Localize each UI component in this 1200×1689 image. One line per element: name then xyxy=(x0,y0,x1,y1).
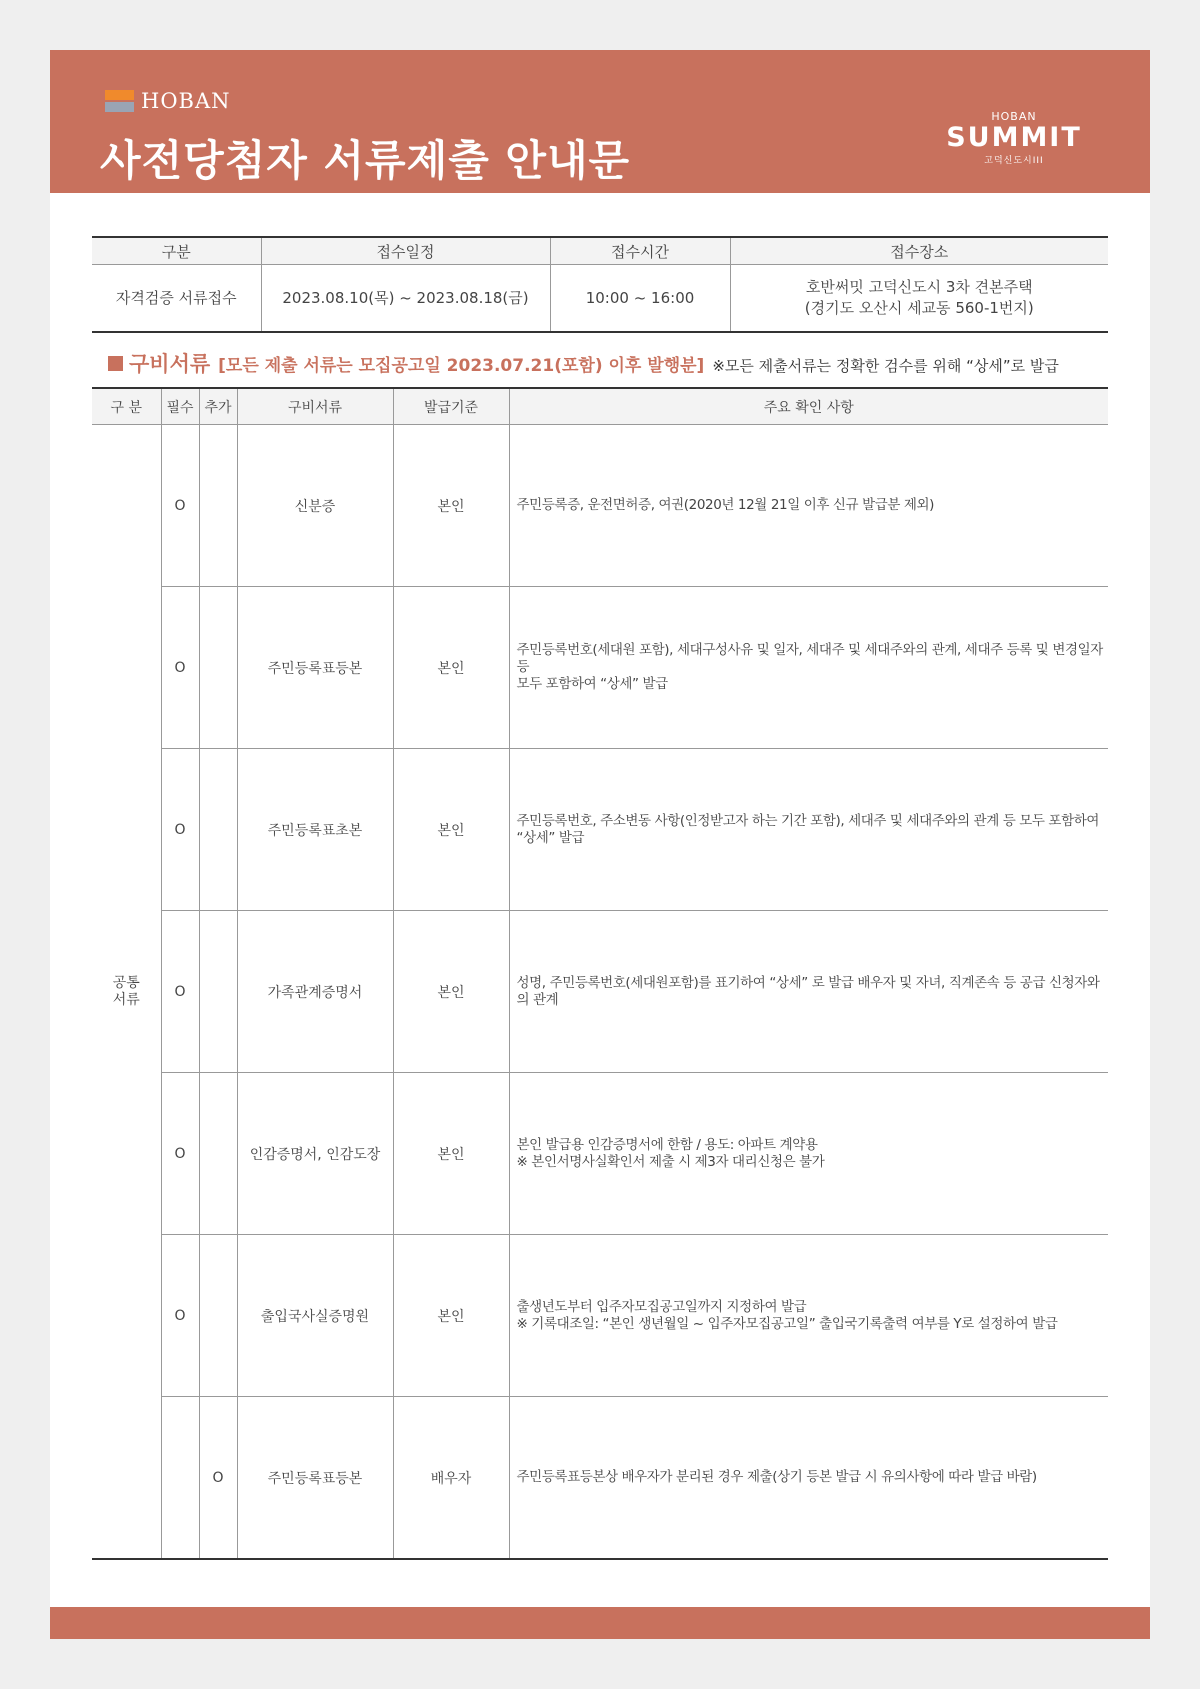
hoban-logo xyxy=(105,88,231,114)
required-mark xyxy=(161,1397,199,1560)
section-note: ※모든 제출서류는 정확한 검수를 위해 “상세”로 발급 xyxy=(712,357,1059,375)
schedule-place-line2: (경기도 오산시 세교동 560-1번지) xyxy=(804,299,1034,317)
docs-category-line1: 공통 xyxy=(112,974,140,991)
issue-basis: 배우자 xyxy=(393,1397,509,1560)
table-row xyxy=(92,1397,1108,1560)
summit-logo-top: HOBAN xyxy=(991,110,1037,123)
check-note-line1: 출생년도부터 입주자모집공고일까지 지정하여 발급 xyxy=(516,1298,807,1315)
schedule-dates: 2023.08.10(목) ~ 2023.08.18(금) xyxy=(261,265,550,333)
documents-header-row xyxy=(92,388,1108,425)
schedule-row xyxy=(92,265,1108,333)
table-row xyxy=(92,1073,1108,1235)
docs-category-cell xyxy=(92,425,161,1560)
issue-basis: 본인 xyxy=(393,749,509,911)
document-name: 주민등록표등본 xyxy=(237,587,393,749)
additional-mark xyxy=(199,749,237,911)
check-note-line1: 본인 발급용 인감증명서에 한함 / 용도: 아파트 계약용 xyxy=(516,1136,818,1153)
footer-bar xyxy=(50,1607,1150,1639)
check-notes xyxy=(509,1235,1108,1397)
section-title: 구비서류 xyxy=(129,352,211,376)
page-title: 사전당첨자 서류제출 안내문 xyxy=(100,136,631,185)
check-note-line2: ※ 본인서명사실확인서 제출 시 제3자 대리신청은 불가 xyxy=(516,1153,825,1170)
additional-mark xyxy=(199,587,237,749)
docs-category-line2: 서류 xyxy=(112,991,140,1008)
required-mark: O xyxy=(161,425,199,587)
header-banner xyxy=(50,50,1150,193)
documents-table xyxy=(92,387,1108,1560)
schedule-col-time: 접수시간 xyxy=(550,237,730,265)
document-name: 주민등록표등본 xyxy=(237,1397,393,1560)
required-mark: O xyxy=(161,587,199,749)
check-note-line2: ※ 기록대조일: “본인 생년월일 ~ 입주자모집공고일” 출입국기록출력 여부를 Y로 설정하여 발급 xyxy=(516,1315,1058,1332)
square-bullet-icon xyxy=(108,356,123,371)
required-mark: O xyxy=(161,1073,199,1235)
issue-basis: 본인 xyxy=(393,911,509,1073)
docs-col-notes: 주요 확인 사항 xyxy=(509,388,1108,425)
table-row xyxy=(92,425,1108,587)
notice-page xyxy=(50,50,1150,1639)
additional-mark xyxy=(199,1073,237,1235)
table-row xyxy=(92,749,1108,911)
issue-basis: 본인 xyxy=(393,587,509,749)
check-notes xyxy=(509,749,1108,911)
required-mark: O xyxy=(161,749,199,911)
schedule-header-row xyxy=(92,237,1108,265)
document-name: 인감증명서, 인감도장 xyxy=(237,1073,393,1235)
summit-logo-sub: 고덕신도시III xyxy=(984,156,1044,166)
table-row xyxy=(92,911,1108,1073)
required-mark: O xyxy=(161,911,199,1073)
document-name: 출입국사실증명원 xyxy=(237,1235,393,1397)
additional-mark xyxy=(199,911,237,1073)
section-subtitle: [모든 제출 서류는 모집공고일 2023.07.21(포함) 이후 발행분] xyxy=(218,356,705,376)
check-notes xyxy=(509,587,1108,749)
check-notes xyxy=(509,1397,1108,1560)
schedule-col-category: 구분 xyxy=(92,237,261,265)
issue-basis: 본인 xyxy=(393,425,509,587)
issue-basis: 본인 xyxy=(393,1235,509,1397)
table-row xyxy=(92,587,1108,749)
check-note-line2: 모두 포함하여 “상세” 발급 xyxy=(516,676,668,692)
summit-logo-main: SUMMIT xyxy=(946,122,1082,153)
summit-logo xyxy=(944,110,1084,166)
issue-basis: 본인 xyxy=(393,1073,509,1235)
check-notes xyxy=(509,425,1108,587)
additional-mark xyxy=(199,1235,237,1397)
schedule-place xyxy=(730,265,1108,333)
check-notes xyxy=(509,911,1108,1073)
docs-col-category: 구 분 xyxy=(92,388,161,425)
schedule-col-dates: 접수일정 xyxy=(261,237,550,265)
additional-mark xyxy=(199,425,237,587)
document-name: 주민등록표초본 xyxy=(237,749,393,911)
document-name: 신분증 xyxy=(237,425,393,587)
required-mark: O xyxy=(161,1235,199,1397)
docs-col-basis: 발급기준 xyxy=(393,388,509,425)
additional-mark: O xyxy=(199,1397,237,1560)
check-note-line1: 주민등록증, 운전면허증, 여권(2020년 12월 21일 이후 신규 발급분 제외) xyxy=(516,497,935,513)
hoban-logo-icon xyxy=(105,90,134,112)
check-note-line1: 성명, 주민등록번호(세대원포함)를 표기하여 “상세” 로 발급 배우자 및 자녀, 직계존속 등 공급 신청자와의 관계 xyxy=(516,974,1100,1008)
check-note-line1: 주민등록번호(세대원 포함), 세대구성사유 및 일자, 세대주 및 세대주와의 관계, 세대주 등록 및 변경일자 등 xyxy=(516,642,1103,675)
schedule-table xyxy=(92,236,1108,333)
document-name: 가족관계증명서 xyxy=(237,911,393,1073)
schedule-category: 자격검증 서류접수 xyxy=(115,288,237,307)
docs-col-document: 구비서류 xyxy=(237,388,393,425)
brand-name: HOBAN xyxy=(141,89,231,113)
table-row xyxy=(92,1235,1108,1397)
schedule-place-line1: 호반써밋 고덕신도시 3차 견본주택 xyxy=(805,278,1033,296)
section-heading xyxy=(108,348,1059,378)
schedule-time: 10:00 ~ 16:00 xyxy=(550,265,730,333)
check-note-line1: 주민등록표등본상 배우자가 분리된 경우 제출(상기 등본 발급 시 유의사항에 따라 발급 바람) xyxy=(516,1469,1037,1485)
docs-col-required: 필수 xyxy=(161,388,199,425)
check-note-line1: 주민등록번호, 주소변동 사항(인정받고자 하는 기간 포함), 세대주 및 세대주와의 관계 등 모두 포함하여 “상세” 발급 xyxy=(516,812,1099,846)
schedule-col-place: 접수장소 xyxy=(730,237,1108,265)
docs-col-additional: 추가 xyxy=(199,388,237,425)
check-notes xyxy=(509,1073,1108,1235)
